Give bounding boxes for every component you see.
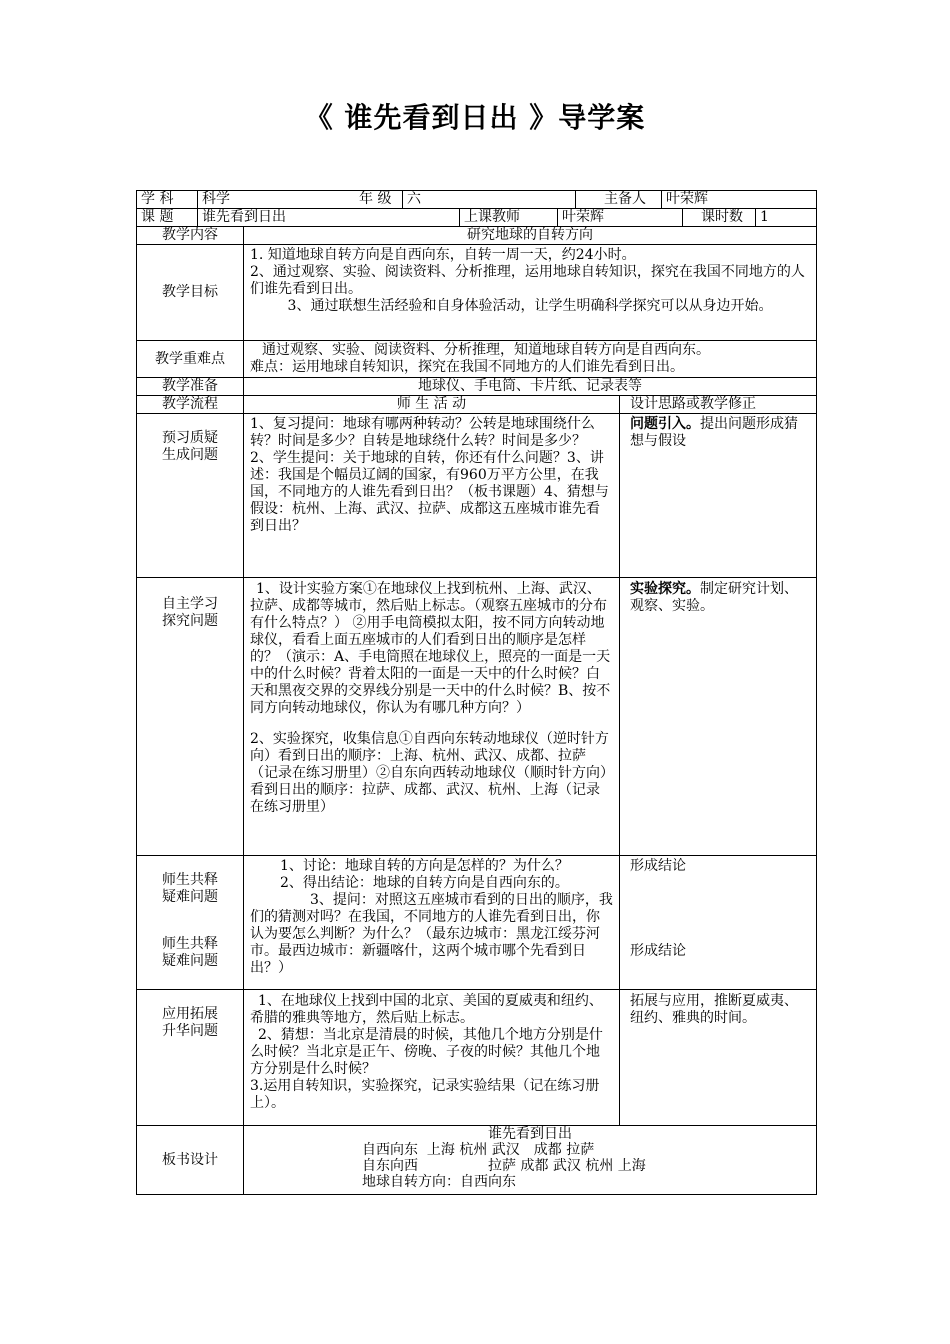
section-discuss xyxy=(137,856,816,990)
section-design xyxy=(619,856,816,989)
content-row xyxy=(137,227,816,245)
content-label: 教学内容 xyxy=(162,227,218,243)
board-title: 谁先看到日出 xyxy=(488,1126,572,1142)
design-bold: 问题引入。 xyxy=(630,416,700,432)
topic-value: 谁先看到日出 xyxy=(197,209,452,226)
section-line: 2、猜想：当北京是清晨的时候，其他几个地方分别是什么时候？当北京是正午、傍晚、子夜的时候？其他几个地方分别是什么时候？ xyxy=(250,1027,603,1077)
topic-label: 课 题 xyxy=(141,209,174,225)
section-label-line: 师生共释 xyxy=(162,872,218,888)
section-label-line: 生成问题 xyxy=(162,447,218,463)
section-design xyxy=(619,578,816,855)
section-line: 3、提问：对照这五座城市看到的日出的顺序，我们的猜测对吗？在我国，不同地方的人谁先看到日出，你认为要怎么判断？为什么？（最东边城市：黑龙江绥芬河市。最西边城市：新疆喀什，这两个城市哪个先看到日出？） xyxy=(250,892,613,976)
goals-label: 教学目标 xyxy=(162,284,218,300)
preparer-value: 叶荣辉 xyxy=(661,191,806,208)
prep-text: 地球仪、手电筒、卡片纸、记录表等 xyxy=(243,378,816,395)
goal-item: 3、通过联想生活经验和自身体验活动，让学生明确科学探究可以从身边开始。 xyxy=(287,298,773,314)
section-preview xyxy=(137,414,816,578)
subject-label: 学 科 xyxy=(141,191,174,207)
board-conclusion: 地球自转方向：自西向东 xyxy=(362,1174,516,1190)
goal-item: 1. 知道地球自转方向是自西向东，自转一周一天，约24小时。 xyxy=(250,247,636,263)
goals-text xyxy=(243,245,816,340)
board-line-east-west xyxy=(250,1158,810,1174)
board-row xyxy=(137,1126,816,1195)
section-line: 1、在地球仪上找到中国的北京、美国的夏威夷和纽约、希腊的雅典等地方，然后贴上标志。 xyxy=(250,993,603,1026)
key-points-row xyxy=(137,341,816,378)
preparer-label-cell xyxy=(575,191,656,208)
board-line-west-east xyxy=(250,1142,810,1158)
goals-row xyxy=(137,245,816,341)
document-title: 《 谁先看到日出 》导学案 xyxy=(304,101,646,134)
section-label xyxy=(137,578,243,855)
difficulty-line: 难点：运用地球自转知识，探究在我国不同地方的人们谁先看到日出。 xyxy=(250,359,684,375)
content-text: 研究地球的自转方向 xyxy=(243,227,816,244)
board-order: 上海 杭州 武汉 成都 拉萨 xyxy=(426,1142,595,1158)
design-text: 提出问题形成猜想与假设 xyxy=(630,416,798,449)
section-label xyxy=(137,990,243,1125)
design-text: 形成结论 xyxy=(630,858,686,874)
design-text: 拓展与应用，推断夏威夷、纽约、雅典的时间。 xyxy=(630,993,798,1026)
section-label-line: 疑难问题 xyxy=(162,953,218,969)
goal-item: 2、通过观察、实验、阅读资料、分析推理，运用地球自转知识，探究在我国不同地方的人们谁先看到日出。 xyxy=(250,264,805,297)
board-order: 拉萨 成都 武汉 杭州 上海 xyxy=(488,1158,646,1174)
flow-header-row xyxy=(137,396,816,414)
section-label-line: 应用拓展 xyxy=(162,1006,218,1022)
preparer-label: 主备人 xyxy=(604,191,646,207)
board-content xyxy=(243,1126,816,1194)
section-label-line: 探究问题 xyxy=(162,613,218,629)
section-label-line: 疑难问题 xyxy=(162,889,218,905)
prep-row xyxy=(137,378,816,396)
section-line: 2、得出结论：地球的自转方向是自西向东的。 xyxy=(280,875,569,891)
design-text: 形成结论 xyxy=(630,943,686,959)
section-label-line: 师生共释 xyxy=(162,936,218,952)
flow-label: 教学流程 xyxy=(162,396,218,412)
board-direction: 自西向东 xyxy=(362,1142,418,1158)
header-row-2 xyxy=(137,209,816,227)
prep-label: 教学准备 xyxy=(162,378,218,394)
design-text: 制定研究计划、观察、实验。 xyxy=(630,581,798,614)
section-line: 1、讨论：地球自转的方向是怎样的？为什么？ xyxy=(280,858,569,874)
section-explore xyxy=(137,578,816,856)
subject-value: 科学 xyxy=(197,191,342,208)
section-text xyxy=(243,990,619,1125)
flow-design-header: 设计思路或教学修正 xyxy=(619,396,816,413)
section-apply xyxy=(137,990,816,1126)
key-point-line: 通过观察、实验、阅读资料、分析推理，知道地球自转方向是自西向东。 xyxy=(262,342,710,358)
design-bold: 实验探究。 xyxy=(630,581,700,597)
grade-label: 年 级 xyxy=(359,191,392,207)
board-label: 板书设计 xyxy=(162,1151,218,1168)
section-design xyxy=(619,990,816,1125)
section-line: 3.运用自转知识，实验探究，记录实验结果（记在练习册上）。 xyxy=(250,1078,600,1111)
hours-label: 课时数 xyxy=(682,209,757,226)
teacher-value: 叶荣辉 xyxy=(557,209,682,226)
section-paragraph: 2、实验探究，收集信息①自西向东转动地球仪（逆时针方向）看到日出的顺序：上海、杭州、武汉、成都、拉萨（记录在练习册里）②自东向西转动地球仪（顺时针方向）看到日出的顺序：拉萨、成都、武汉、杭州、上海（记录在练习册里） xyxy=(250,731,609,815)
board-direction: 自东向西 xyxy=(362,1158,418,1174)
key-points-text xyxy=(243,341,816,377)
key-points-label: 教学重难点 xyxy=(155,350,225,367)
section-label-line: 自主学习 xyxy=(162,596,218,612)
hours-value: 1 xyxy=(755,209,810,226)
section-text xyxy=(243,856,619,989)
section-design xyxy=(619,414,816,577)
grade-value: 六 xyxy=(402,191,557,208)
teacher-label: 上课教师 xyxy=(459,209,554,226)
lesson-plan-table xyxy=(136,190,817,1195)
section-text xyxy=(243,578,619,855)
section-paragraph: 1、设计实验方案①在地球仪上找到杭州、上海、武汉、拉萨、成都等城市，然后贴上标志。（观察五座城市的分布有什么特点？） ②用手电筒模拟太阳，按不同方向转动地球仪，看看上面五座城市的人们看到日出的顺序是怎样的？（演示：A、手电筒照在地球仪上，照亮的一面是一天中的什么时候？背着太阳的一面是一天中的什么时候？白天和黑夜交界的交界线分别是一天中的什么时候？B、按不同方向转动地球仪，你认为有哪几种方向？） xyxy=(250,581,611,716)
section-label-line: 升华问题 xyxy=(162,1023,218,1039)
section-label xyxy=(137,414,243,577)
section-paragraph: 1、复习提问：地球有哪两种转动？公转是地球围绕什么转？时间是多少？自转是地球绕什么转？时间是多少？ 2、学生提问：关于地球的自转，你还有什么问题？3、讲述：我国是个幅员辽阔的国家，有960万平方公里，在我国，不同地方的人谁先看到日出？（板书课题）4、猜想与假设：杭州、上海、武汉、拉萨、成都这五座城市谁先看到日出？ xyxy=(250,416,609,534)
section-text xyxy=(243,414,619,577)
section-label xyxy=(137,856,243,989)
header-row-1 xyxy=(137,191,816,209)
section-label-line: 预习质疑 xyxy=(162,430,218,446)
flow-activity-header: 师 生 活 动 xyxy=(243,396,619,413)
